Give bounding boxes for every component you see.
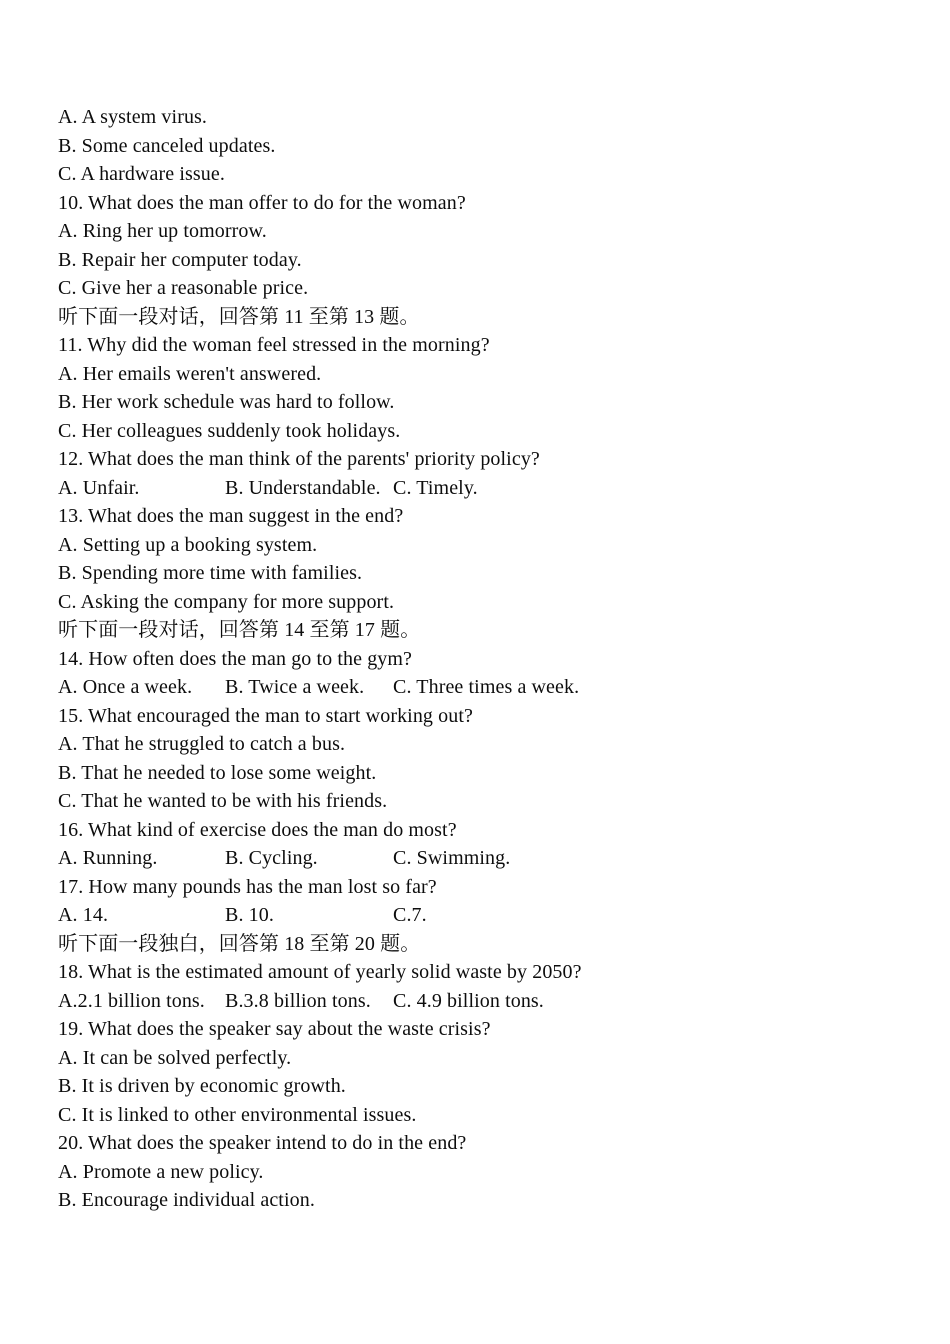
question-text: 12. What does the man think of the parents' priority policy? [58,448,540,470]
option-line: C. Asking the company for more support. [58,590,395,613]
option-inline: A. 14. [58,904,109,926]
option-inline: A. Running. [58,847,158,869]
option-inline: A.2.1 billion tons. [58,989,205,1012]
option-inline: B. Cycling. [225,847,318,869]
option-inline: A. Once a week. [58,676,193,698]
option-line: A. That he struggled to catch a bus. [58,733,346,755]
option-line: C. Her colleagues suddenly took holidays. [58,419,401,442]
section-instruction: 听下面一段独白，回答第 18 至第 20 题。 [58,932,421,955]
option-inline: A. Unfair. [58,476,140,499]
section-instruction: 听下面一段对话，回答第 11 至第 13 题。 [58,305,420,328]
question-text: 13. What does the man suggest in the end? [58,505,404,527]
options-row [58,844,918,873]
question-text: 14. How often does the man go to the gym? [58,647,413,670]
option-line: C. Give her a reasonable price. [58,277,309,299]
option-line: A. Setting up a booking system. [58,533,318,556]
question-text: 20. What does the speaker intend to do in the end? [58,1132,467,1154]
option-line: A. Ring her up tomorrow. [58,220,267,242]
option-line: A. A system virus. [58,106,208,128]
option-line: B. Spending more time with families. [58,562,363,584]
option-line: B. It is driven by economic growth. [58,1075,346,1097]
question-text: 19. What does the speaker say about the waste crisis? [58,1018,491,1040]
option-line: C. A hardware issue. [58,163,225,185]
options-row [58,901,918,930]
question-text: 18. What is the estimated amount of yearly solid waste by 2050? [58,961,582,983]
option-line: B. That he needed to lose some weight. [58,761,377,784]
options-row [58,987,918,1016]
question-list [58,103,918,1215]
question-text: 15. What encouraged the man to start working out? [58,704,473,727]
option-line: B. Her work schedule was hard to follow. [58,391,395,413]
section-instruction: 听下面一段对话，回答第 14 至第 17 题。 [58,619,421,641]
question-text: 11. Why did the woman feel stressed in the morning? [58,334,490,356]
options-row [58,673,918,702]
option-line: B. Some canceled updates. [58,134,276,157]
question-text: 17. How many pounds has the man lost so far? [58,875,437,898]
option-inline: C. Three times a week. [393,676,580,698]
option-line: B. Repair her computer today. [58,248,302,271]
option-inline: C. Swimming. [393,847,511,869]
option-line: A. It can be solved perfectly. [58,1046,292,1069]
question-text: 16. What kind of exercise does the man do most? [58,818,457,841]
option-line: C. It is linked to other environmental issues. [58,1103,417,1126]
question-text: 10. What does the man offer to do for the woman? [58,191,466,214]
option-line: B. Encourage individual action. [58,1189,315,1211]
option-line: C. That he wanted to be with his friends. [58,790,388,812]
option-line: A. Promote a new policy. [58,1160,264,1183]
option-line: A. Her emails weren't answered. [58,362,322,385]
option-inline: C. Timely. [393,476,478,499]
option-inline: C. 4.9 billion tons. [393,989,544,1012]
options-row [58,474,918,503]
option-inline: B.3.8 billion tons. [225,989,371,1012]
option-inline: B. Understandable. [225,476,381,499]
option-inline: C.7. [393,904,427,926]
option-inline: B. 10. [225,904,274,926]
option-inline: B. Twice a week. [225,676,365,698]
